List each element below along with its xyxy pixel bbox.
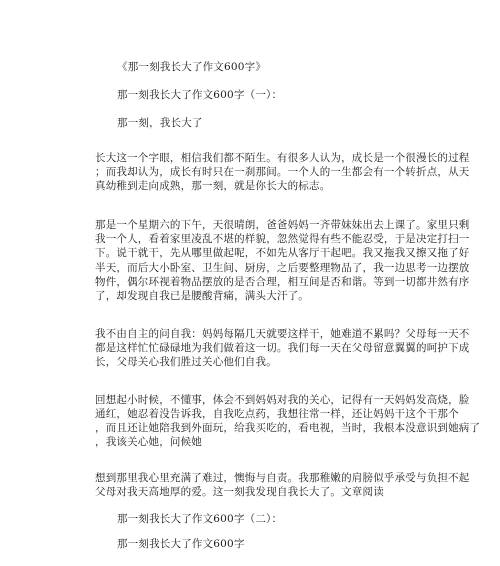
paragraph-line: 长大这一个字眼，相信我们都不陌生。有很多人认为，成长是一个很漫长的过程: [95, 152, 470, 164]
paragraph-line: 了，却发现自我已是腰酸背痛，满头大汗了。: [95, 290, 309, 302]
paragraph-line: 回想起小时候，不懂事，体会不到妈妈对我的关心，记得有一天妈妈发高烧，脸: [95, 394, 470, 406]
paragraph-line: 想到那里我心里充满了难过，懊悔与自责。我那稚嫩的肩膀似乎承受与负担不起: [95, 472, 470, 484]
paragraph-line: 那是一个星期六的下午，天很晴朗，爸爸妈妈一齐带妹妹出去上课了。家里只剩: [95, 219, 470, 231]
paragraph-line: 都是这样忙忙碌碌地为我们做着这一切。我们每一天在父母留意翼翼的呵护下成: [95, 342, 470, 354]
paragraph-line: ；而我却认为，成长有时只在一刹那间。一个人的一生都会有一个转折点，从天: [95, 166, 470, 178]
paragraph-line: ，而且还让她陪我到外面玩，给我买吃的，看电视，当时，我根本没意识到她病了: [95, 422, 481, 434]
paragraph-line: 父母对我天高地厚的爱。这一刻我发现自我长大了。文章阅读: [95, 486, 384, 498]
paragraph-line: 半天，而后大小卧室、卫生间、厨房，之后要整理物品了，我一边思考一边摆放: [95, 262, 470, 274]
paragraph-line: 我一个人，看着家里凌乱不堪的样貌，忽然觉得有些不能忍受，于是决定打扫一: [95, 233, 470, 245]
paragraph-line: 物件，偶尔环视着物品摆放的是否合理，相互间是否和谐。等到一切都井然有序: [95, 276, 470, 288]
section-subtitle: 那一刻我长大了作文600字（一）：: [117, 89, 283, 101]
paragraph-line: 下。说干就干，先从哪里做起呢，不如先从客厅干起吧。我又拖我又擦又拖了好: [95, 247, 470, 259]
document-title: 《那一刻我长大了作文600字》: [117, 61, 267, 73]
paragraph-line: 我不由自主的问自我：妈妈每隔几天就要这样干，她难道不累吗？父母每一天不: [95, 328, 470, 340]
paragraph-line: 真幼稚到走向成熟，那一刻，就是你长大的标志。: [95, 180, 331, 192]
section-heading: 那一刻，我长大了: [117, 117, 203, 129]
section-subtitle: 那一刻我长大了作文600字（二）：: [117, 513, 283, 525]
section-heading: 那一刻我长大了作文600字: [117, 538, 245, 550]
paragraph-line: 通红，她忍着没告诉我，自我吃点药，我想往常一样，还让妈妈干这个干那个: [95, 408, 459, 420]
paragraph-line: ，我该关心她，问候她: [95, 436, 202, 448]
paragraph-line: 长，父母关心我们胜过关心他们自我。: [95, 356, 277, 368]
